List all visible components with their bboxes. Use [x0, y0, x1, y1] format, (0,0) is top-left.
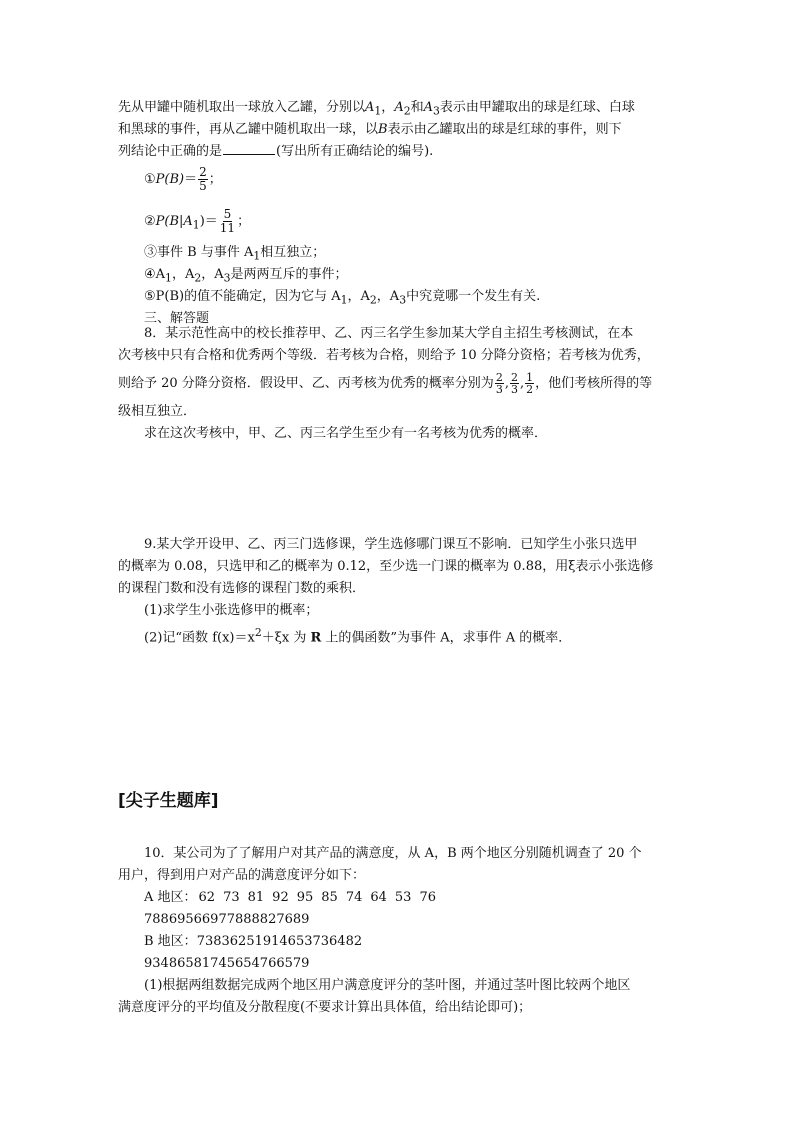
option-2: $②P(B|A_1)=$ $\frac{5}{11}$ ；: [144, 207, 251, 235]
intro-line-1: 先从甲罐中随机取出一球放入乙罐，分别以$A_1$，$A_2$和$A_3$表示由甲罐取出的球是红球、白球: [118, 100, 635, 118]
q9-line-5: (2)记“函数 $f(x)=x^2+\xi x$ 为 R 上的偶函数”为事件 A，求事件 A 的概率．: [144, 626, 572, 646]
region-a-row-1: A 地区： 62 73 81 92 95 85 74 64 53 76: [144, 890, 436, 905]
option-4: $④A_1$，$A_2$，$A_3$是两两互斥的事件；: [144, 267, 348, 285]
region-b-row-1: B 地区：73836251914653736482: [144, 934, 363, 949]
options-list: [118, 162, 678, 330]
question-10: 10．某公司为了了解用户对其产品的满意度，从 A，B 两个地区分别随机调查了 20 个 用户，得到用户对产品的满意度评分如下： A 地区： 62 73 81 92 95 85 74 64 53 76 78869566977888827689 B 地区：73836251914653736482 93486581745654766579 (1)根据两组数据完成两个地区用户满意度评分的茎叶图，并通过茎叶图比较两个地区 满意度评分的平均值及分散程度(不要求计算出具体值，给出结论即可)；: [118, 843, 678, 1019]
question-9: 9.某大学开设甲、乙、丙三门选修课，学生选修哪门课互不影响．已知学生小张只选甲 的概率为 0.08，只选甲和乙的概率为 0.12，至少选一门课的概率为 0.88，用ξ表示小张选修 的课程门数和没有选修的课程门数的乘积． (1)求学生小张选修甲的概率； (2)记“函数 $f(x)=x^2+\xi x$ 为 R 上的偶函数”为事件 A，求事件 A 的概率．: [118, 534, 678, 644]
answer-blank: [223, 141, 275, 155]
intro-line-2: 和黑球的事件，再从乙罐中随机取出一球，以B表示由乙罐取出的球是红球的事件，则下: [118, 122, 622, 137]
option-1: ①P(B)＝ $\frac{2}{5}$ ；: [144, 165, 222, 193]
section-heading: [尖子生题库]: [118, 791, 219, 811]
section-title: 三、解答题: [144, 311, 210, 326]
question-8: 8．某示范性高中的校长推荐甲、乙、丙三名学生参加某大学自主招生考核测试，在本 次考核中只有合格和优秀两个等级．若考核为合格，则给予 10 分降分资格；若考核为优秀， 则给予 20 分降分资格．假设甲、乙、丙考核为优秀的概率分别为 $\frac{2}{3}$ , $\frac{2}{3}$ , $\frac{1}{2}$ ，他们考核所得的等 级相互独立． 求在这次考核中，甲、乙、丙三名学生至少有一名考核为优秀的概率．: [118, 323, 678, 445]
intro-line-3: 列结论中正确的是 (写出所有正确结论的编号).: [118, 141, 678, 163]
option-3: ③事件 B 与事件 $A_1$相互独立；: [144, 245, 326, 263]
q8-line-3: 则给予 20 分降分资格．假设甲、乙、丙考核为优秀的概率分别为 $\frac{2}{3}$ , $\frac{2}{3}$ , $\frac{1}{2}$ ，他们考核所得的等: [118, 371, 653, 396]
intro-paragraph: [118, 97, 678, 163]
region-a-row-2: 78869566977888827689: [144, 912, 310, 927]
fraction-5-11: $\frac{5}{11}$: [219, 207, 236, 235]
fraction-2-5: $\frac{2}{5}$: [199, 165, 207, 193]
region-b-row-2: 93486581745654766579: [144, 956, 310, 971]
option-5: ⑤P(B)的值不能确定，因为它与 $A_1$，$A_2$，$A_3$中究竟哪一个发生有关.: [144, 289, 541, 307]
